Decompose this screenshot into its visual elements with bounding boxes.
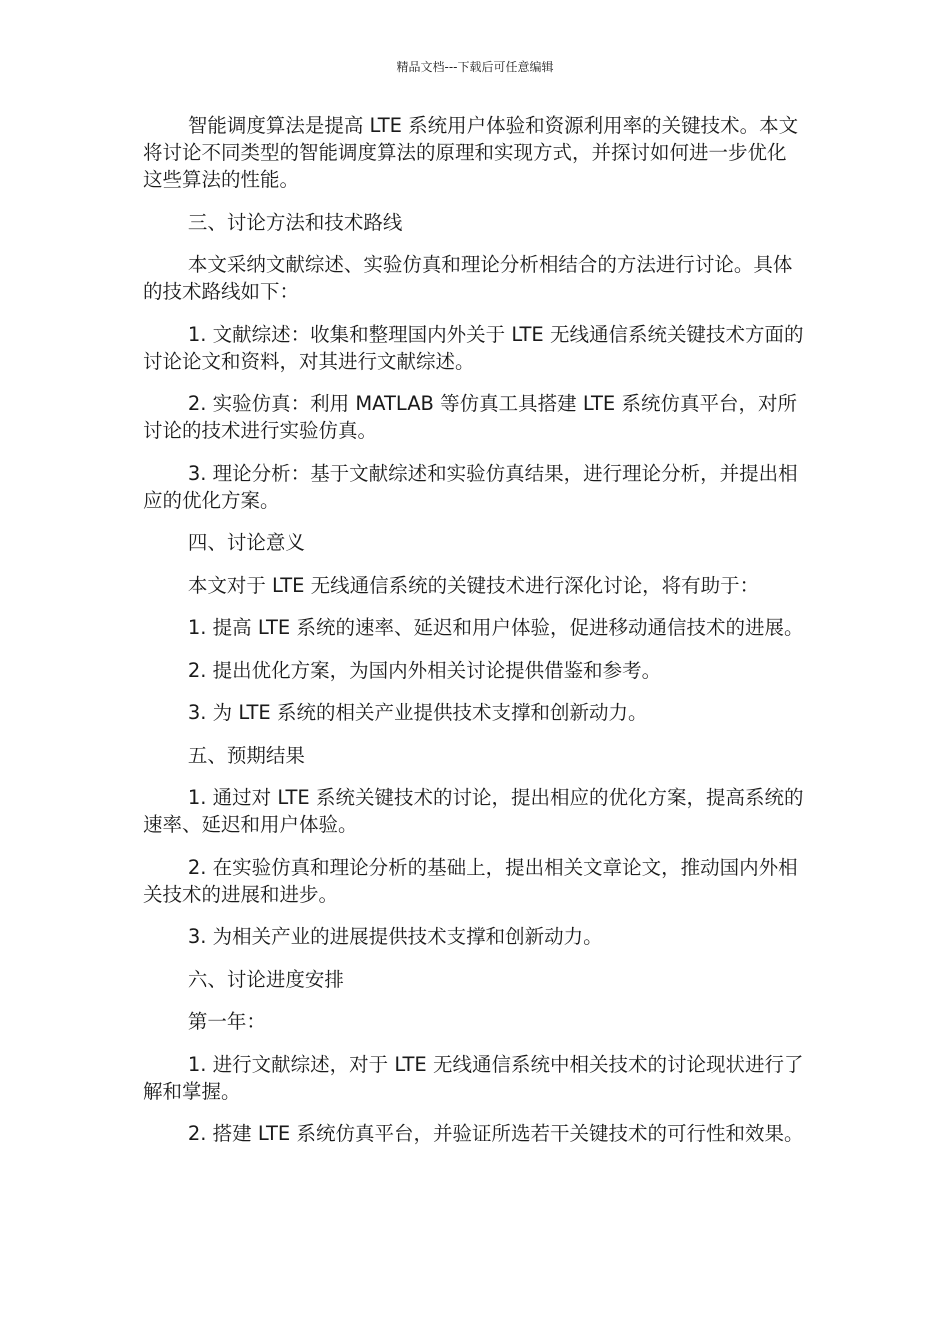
list-item-significance-3: 3. 为 LTE 系统的相关产业提供技术支撑和创新动力。 [187,701,648,724]
paragraph-significance: 本文对于 LTE 无线通信系统的关键技术进行深化讨论，将有助于： [187,573,760,597]
section-heading-significance: 四、讨论意义 [187,531,305,554]
document-body [143,112,805,1163]
list-item-simulation: 2. 实验仿真：利用 MATLAB 等仿真工具搭建 LTE 系统仿真平台，对所讨论的技术进行实验仿真。 [143,392,797,442]
section-heading-expected-results: 五、预期结果 [187,743,305,767]
list-item-significance-1: 1. 提高 LTE 系统的速率、延迟和用户体验，促进移动通信技术的进展。 [187,616,804,639]
list-item-theory-analysis: 3. 理论分析：基于文献综述和实验仿真结果，进行理论分析，并提出相应的优化方案。 [143,461,798,512]
page-header: 精品文档---下载后可任意编辑 [396,60,554,74]
paragraph-intro: 智能调度算法是提高 LTE 系统用户体验和资源利用率的关键技术。本文将讨论不同类型的智能调度算法的原理和实现方式，并探讨如何进一步优化这些算法的性能。 [143,114,799,191]
section-heading-schedule: 六、讨论进度安排 [187,967,344,991]
list-item-result-3: 3. 为相关产业的进展提供技术支撑和创新动力。 [187,925,603,948]
section-heading-methods: 三、讨论方法和技术路线 [187,210,403,234]
list-item-result-1: 1. 通过对 LTE 系统关键技术的讨论，提出相应的优化方案，提高系统的速率、延迟和用户体验。 [143,786,804,836]
list-item-significance-2: 2. 提出优化方案，为国内外相关讨论提供借鉴和参考。 [187,658,662,682]
paragraph-methods: 本文采纳文献综述、实验仿真和理论分析相结合的方法进行讨论。具体的技术路线如下： [143,253,793,303]
list-item-schedule-2: 2. 搭建 LTE 系统仿真平台，并验证所选若干关键技术的可行性和效果。 [187,1122,804,1145]
list-item-result-2: 2. 在实验仿真和理论分析的基础上，提出相关文章论文，推动国内外相关技术的进展和进步。 [143,855,798,906]
list-item-literature-review: 1. 文献综述：收集和整理国内外关于 LTE 无线通信系统关键技术方面的讨论论文和资料，对其进行文献综述。 [143,322,804,373]
schedule-year-label: 第一年： [187,1010,266,1033]
list-item-schedule-1: 1. 进行文献综述，对于 LTE 无线通信系统中相关技术的讨论现状进行了解和掌握。 [143,1052,804,1103]
